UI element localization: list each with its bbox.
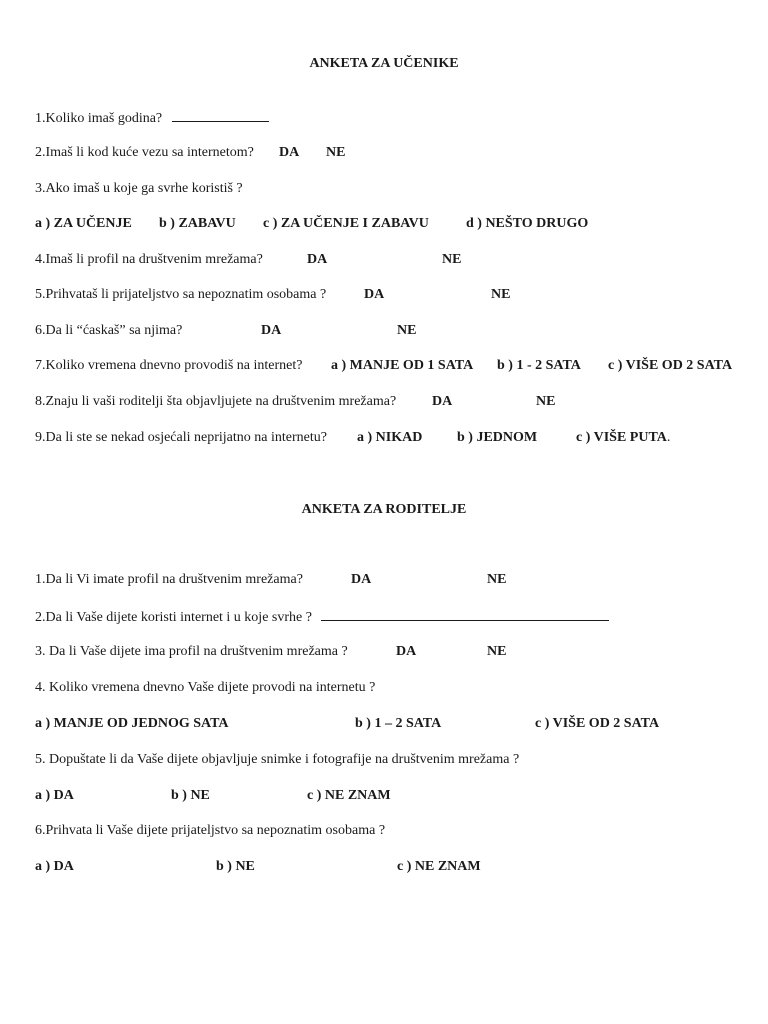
option-c-line [576,430,670,446]
answer-blank [172,109,269,122]
question-text: 2.Da li Vaše dijete koristi internet i u koje svrhe ? [35,610,312,625]
option-da: DA [432,394,453,409]
option-b: b ) NE [171,788,210,803]
option-b: b ) NE [216,859,255,874]
option-a: a ) DA [35,788,74,803]
option-da: DA [307,252,328,267]
students-survey-title: ANKETA ZA UČENIKE [309,56,459,71]
students-question-6 [35,323,768,341]
option-c: c ) NE ZNAM [307,788,391,803]
parents-question-4 [35,680,375,696]
option-c: c ) ZA UČENJE I ZABAVU [263,216,429,231]
students-question-1 [35,109,269,127]
option-a: a ) ZA UČENJE [35,216,132,231]
parents-question-4-options [35,716,768,734]
option-da: DA [364,287,385,302]
option-a: a ) MANJE OD JEDNOG SATA [35,716,229,731]
question-text: 6.Prihvata li Vaše dijete prijateljstvo sa nepoznatim osobama ? [35,823,386,838]
parents-survey-title: ANKETA ZA RODITELJE [301,502,467,517]
answer-blank [321,608,609,621]
students-question-5 [35,287,768,305]
question-text: 2.Imaš li kod kuće vezu sa internetom? [35,145,254,160]
option-ne: NE [326,145,346,160]
option-c: c ) VIŠE OD 2 SATA [535,716,660,731]
option-d: d ) NEŠTO DRUGO [466,216,589,231]
question-text: 5.Prihvataš li prijateljstvo sa nepoznatim osobama ? [35,287,327,302]
option-b: b ) 1 – 2 SATA [355,716,442,731]
option-b: b ) JEDNOM [457,430,538,445]
question-text: 5. Dopuštate li da Vaše dijete objavljuje snimke i fotografije na društvenim mrežama ? [35,752,520,767]
option-b: b ) 1 - 2 SATA [497,358,581,373]
students-question-7 [35,358,768,376]
parents-question-2 [35,608,609,626]
parents-question-6 [35,823,385,839]
option-da: DA [396,644,417,659]
option-a: a ) MANJE OD 1 SATA [331,358,474,373]
parents-question-5 [35,752,519,768]
option-da: DA [351,572,372,587]
students-question-8 [35,394,768,412]
parents-question-3 [35,644,768,662]
option-ne: NE [487,644,507,659]
option-ne: NE [442,252,462,267]
question-text: 6.Da li “ćaskaš” sa njima? [35,323,183,338]
sentence-period: . [666,430,671,445]
parents-question-1 [35,572,768,590]
option-c: c ) VIŠE OD 2 SATA [608,358,733,373]
students-question-3-options [35,216,768,234]
students-question-9 [35,430,768,448]
students-question-4 [35,252,768,270]
option-a: a ) DA [35,859,74,874]
question-text: 1.Da li Vi imate profil na društvenim mrežama? [35,572,303,587]
parents-question-5-options [35,788,768,806]
question-text: 1.Koliko imaš godina? [35,111,163,126]
option-ne: NE [536,394,556,409]
question-text: 3. Da li Vaše dijete ima profil na društvenim mrežama ? [35,644,348,659]
question-text: 4.Imaš li profil na društvenim mrežama? [35,252,263,267]
option-ne: NE [491,287,511,302]
option-da: DA [279,145,300,160]
question-text: 8.Znaju li vaši roditelji šta objavljujete na društvenim mrežama? [35,394,397,409]
option-ne: NE [397,323,417,338]
option-b: b ) ZABAVU [159,216,236,231]
students-question-3 [35,181,243,197]
students-question-2 [35,145,768,163]
option-c: c ) VIŠE PUTA [576,430,667,445]
question-text: 3.Ako imaš u koje ga svrhe koristiš ? [35,181,243,196]
option-ne: NE [487,572,507,587]
question-text: 4. Koliko vremena dnevno Vaše dijete provodi na internetu ? [35,680,376,695]
option-da: DA [261,323,282,338]
question-text: 7.Koliko vremena dnevno provodiš na internet? [35,358,303,373]
option-c: c ) NE ZNAM [397,859,481,874]
question-text: 9.Da li ste se nekad osjećali neprijatno na internetu? [35,430,327,445]
option-a: a ) NIKAD [357,430,423,445]
parents-question-6-options [35,859,768,877]
